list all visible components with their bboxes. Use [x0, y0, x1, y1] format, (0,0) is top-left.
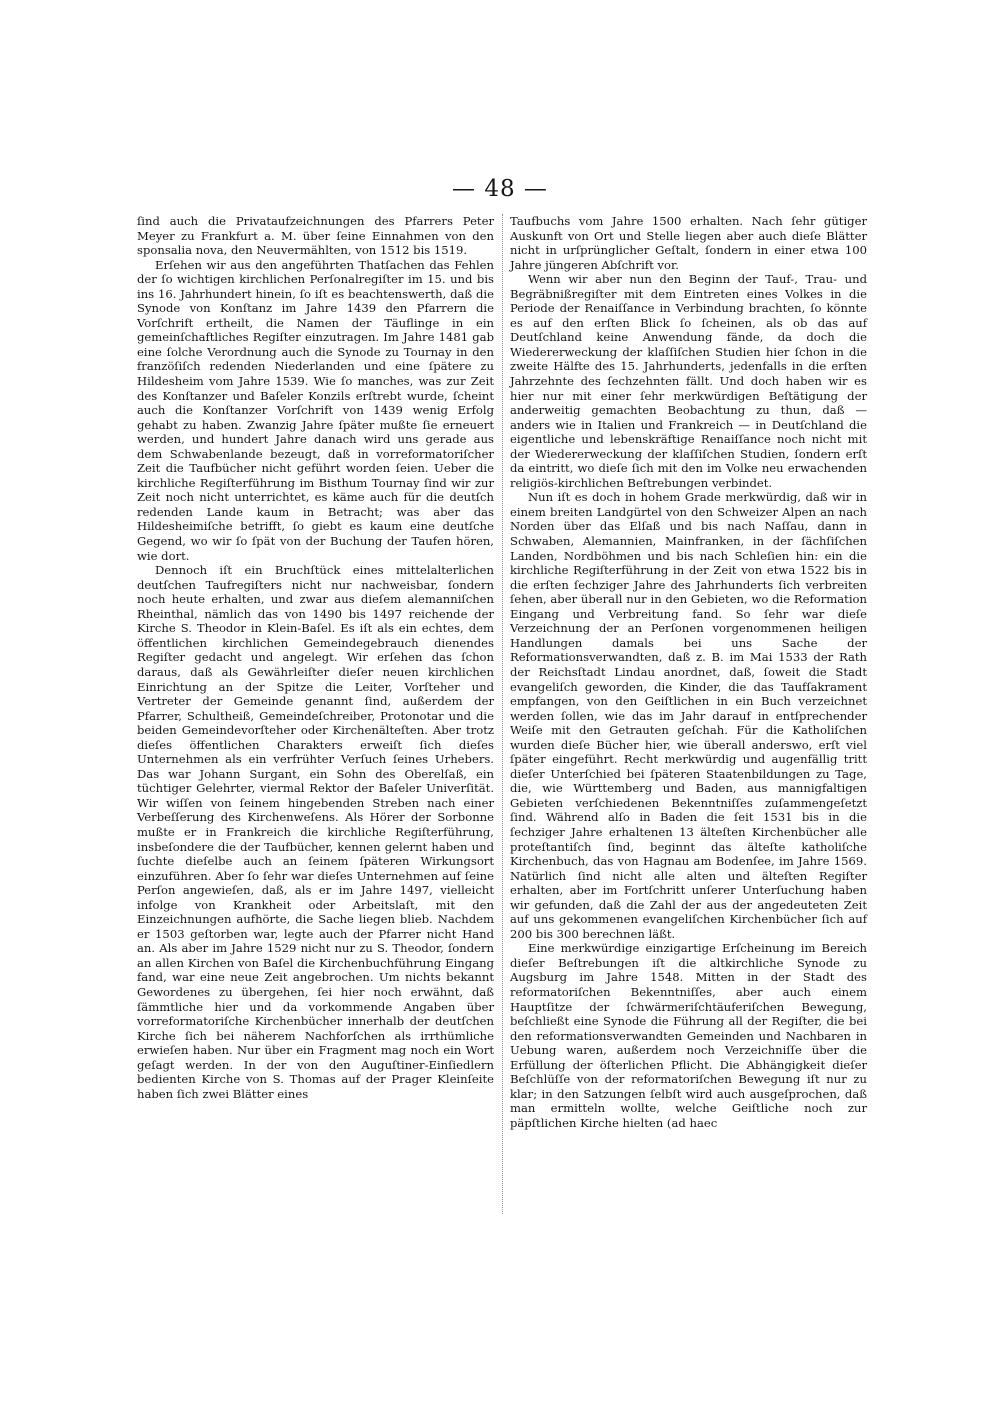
right-paragraph-3: Nun iſt es doch in hohem Grade merkwürdig, daß wir in einem breiten Landgürtel von den Schweizer Alpen an nach Norden über das Elſaß und bis nach Naſſau, dann in Schwaben, Alemannien, Mainfranken, in der ſächſiſchen Landen, Nordböhmen und bis nach Schleſien hin: ein die kirchliche Regiſterführung in der Zeit von etwa 1522 bis in die erſten ſechziger Jahre des Jahrhunderts ſich verbreiten ſehen, aber überall nur in den Gebieten, wo die Reformation Eingang und Verbreitung fand. So ſehr war dieſe Verzeichnung der an Perſonen vorgenommenen heiligen Handlungen damals bei uns Sache der Reformationsverwandten, daß z. B. im Mai 1533 der Rath der Reichsſtadt Lindau anordnet, daß, ſoweit die Stadt evangeliſch geworden, die Kinder, die das Taufſakrament empfangen, von den Geiſtlichen in ein Buch verzeichnet werden ſollen, wie das im Jahr darauf in entſprechender Weiſe mit den Getrauten geſchah. Für die Katholiſchen wurden dieſe Bücher hier, wie überall anderswo, erſt viel ſpäter eingeführt. Recht merkwürdig und augenfällig tritt dieſer Unterſchied bei ſpäteren Staatenbildungen zu Tage, die, wie Württemberg und Baden, aus mannigfaltigen Gebieten verſchiedenen Bekenntniſſes zuſammengeſetzt ſind. Während alſo in Baden die ſeit 1531 bis in die ſechziger Jahre erhaltenen 13 älteſten Kirchenbücher alle proteſtantiſch ſind, beginnt das älteſte katholiſche Kirchenbuch, das von Hagnau am Bodenſee, im Jahre 1569. Natürlich ſind nicht alle alten und älteſten Regiſter erhalten, aber im Fortſchritt unſerer Unterſuchung haben wir gefunden, daß die Zahl der aus der angedeuteten Zeit auf uns gekommenen evangeliſchen Kirchenbücher ſich auf 200 bis 300 berechnen läßt.	[510, 490, 867, 941]
right-text-column	[510, 214, 867, 1130]
left-paragraph-3: Dennoch iſt ein Bruchſtück eines mittelalterlichen deutſchen Taufregiſters nicht nur nachweisbar, ſondern noch heute erhalten, und zwar aus dieſem alemanniſchen Rheinthal, nämlich das von 1490 bis 1497 reichende der Kirche S. Theodor in Klein-Baſel. Es iſt als ein echtes, dem öffentlichen kirchlichen Gemeindegebrauch dienendes Regiſter gedacht und angelegt. Wir erſehen das ſchon daraus, daß als Gewährleiſter dieſer neuen kirchlichen Einrichtung an der Spitze die Leiter, Vorſteher und Vertreter der Gemeinde genannt ſind, außerdem der Pfarrer, Schultheiß, Gemeindeſchreiber, Protonotar und die beiden Gemeindevorſteher oder Kirchenälteſten. Aber trotz dieſes öffentlichen Charakters erweiſt ſich dieſes Unternehmen als ein verfrühter Verſuch ſeines Urhebers. Das war Johann Surgant, ein Sohn des Oberelſaß, ein tüchtiger Gelehrter, viermal Rektor der Baſeler Univerſität. Wir wiſſen von ſeinem hingebenden Streben nach einer Verbeſſerung des Kirchenweſens. Als Hörer der Sorbonne mußte er in Frankreich die kirchliche Regiſterführung, insbeſondere die der Taufbücher, kennen gelernt haben und ſuchte dieſelbe auch an ſeinem ſpäteren Wirkungsort einzuführen. Aber ſo ſehr war dieſes Unternehmen auf ſeine Perſon angewieſen, daß, als er im Jahre 1497, vielleicht infolge von Krankheit oder Arbeitslaſt, mit den Einzeichnungen aufhörte, die Sache liegen blieb. Nachdem er 1503 geſtorben war, legte auch der Pfarrer nicht Hand an. Als aber im Jahre 1529 nicht nur zu S. Theodor, ſondern an allen Kirchen von Baſel die Kirchenbuchführung Eingang fand, war eine neue Zeit angebrochen. Um nichts bekannt Gewordenes zu übergehen, ſei hier noch erwähnt, daß ſämmtliche hier und da vorkommende Angaben über vorreformatoriſche Kirchenbücher innerhalb der deutſchen Kirche ſich bei näherem Nachforſchen als irrthümliche erwieſen haben. Nur über ein Fragment mag noch ein Wort geſagt werden. In der von den Auguſtiner-Einſiedlern bedienten Kirche von S. Thomas auf der Prager Kleinſeite haben ſich zwei Blätter eines	[137, 563, 494, 1101]
left-paragraph-1: ſind auch die Privataufzeichnungen des Pfarrers Peter Meyer zu Frankfurt a. M. über ſeine Einnahmen von den sponsalia nova, den Neuvermählten, von 1512 bis 1519.	[137, 214, 494, 258]
left-text-column	[137, 214, 494, 1101]
left-paragraph-2: Erſehen wir aus den angeführten Thatſachen das Fehlen der ſo wichtigen kirchlichen Perſonalregiſter im 15. und bis ins 16. Jahrhundert hinein, ſo iſt es beachtenswerth, daß die Synode von Konſtanz im Jahre 1439 den Pfarrern die Vorſchrift ertheilt, die Namen der Täuflinge in ein gemeinſchaftliches Regiſter einzutragen. Im Jahre 1481 gab eine ſolche Verordnung auch die Synode zu Tournay in den franzöſiſch redenden Niederlanden und eine ſpätere zu Hildesheim vom Jahre 1539. Wie ſo manches, was zur Zeit des Konſtanzer und Baſeler Konzils erſtrebt wurde, ſcheint auch die Konſtanzer Vorſchrift von 1439 wenig Erfolg gehabt zu haben. Zwanzig Jahre ſpäter mußte ſie erneuert werden, und hundert Jahre danach wird uns gerade aus dem Schwabenlande bezeugt, daß in vorreformatoriſcher Zeit die Taufbücher nicht geführt worden ſeien. Ueber die kirchliche Regiſterführung im Bisthum Tournay ſind wir zur Zeit noch nicht unterrichtet, es käme auch für die deutſch redenden Lande kaum in Betracht; was aber das Hildesheimiſche betrifft, ſo giebt es kaum eine deutſche Gegend, wo wir ſo ſpät von der Buchung der Taufen hören, wie dort.	[137, 257, 494, 563]
right-paragraph-1: Taufbuchs vom Jahre 1500 erhalten. Nach ſehr gütiger Auskunft von Ort und Stelle liegen aber auch dieſe Blätter nicht in urſprünglicher Geſtalt, ſondern in einer etwa 100 Jahre jüngeren Abſchrift vor.	[510, 214, 867, 272]
column-divider	[502, 214, 503, 1214]
right-paragraph-2: Wenn wir aber nun den Beginn der Tauf-, Trau- und Begräbnißregiſter mit dem Eintreten eines Volkes in die Periode der Renaiſſance in Verbindung brachten, ſo könnte es auf den erſten Blick ſo ſcheinen, als ob das auf Deutſchland keine Anwendung fände, da doch die Wiedererweckung der klaſſiſchen Studien hier ſchon in die zweite Hälfte des 15. Jahrhunderts, jedenfalls in die erſten Jahrzehnte des ſechzehnten fällt. Und doch haben wir es hier nur mit einer ſehr merkwürdigen Beſtätigung der anderweitig gemachten Beobachtung zu thun, daß — anders wie in Italien und Frankreich — in Deutſchland die eigentliche und lebenskräftige Renaiſſance noch nicht mit der Wiedererweckung der klaſſiſchen Studien, ſondern erſt da eintritt, wo dieſe ſich mit den im Volke neu erwachenden religiös-kirchlichen Beſtrebungen verbindet.	[510, 272, 867, 490]
page-number: — 48 —	[452, 176, 548, 202]
right-paragraph-4: Eine merkwürdige einzigartige Erſcheinung im Bereich dieſer Beſtrebungen iſt die altkirchliche Synode zu Augsburg im Jahre 1548. Mitten in der Stadt des reformatoriſchen Bekenntniſſes, aber auch einem Hauptſitze der ſchwärmeriſchtäuferiſchen Bewegung, beſchließt eine Synode die Führung all der Regiſter, die bei den reformationsverwandten Gemeinden und Nachbaren in Uebung waren, außerdem noch Verzeichniſſe über die Erfüllung der öſterlichen Pflicht. Die Abhängigkeit dieſer Beſchlüſſe von der reformatoriſchen Bewegung iſt nur zu klar; in den Satzungen ſelbſt wird auch ausgeſprochen, daß man ermitteln wollte, welche Geiſtliche noch zur päpſtlichen Kirche hielten (ad haec	[510, 941, 867, 1130]
